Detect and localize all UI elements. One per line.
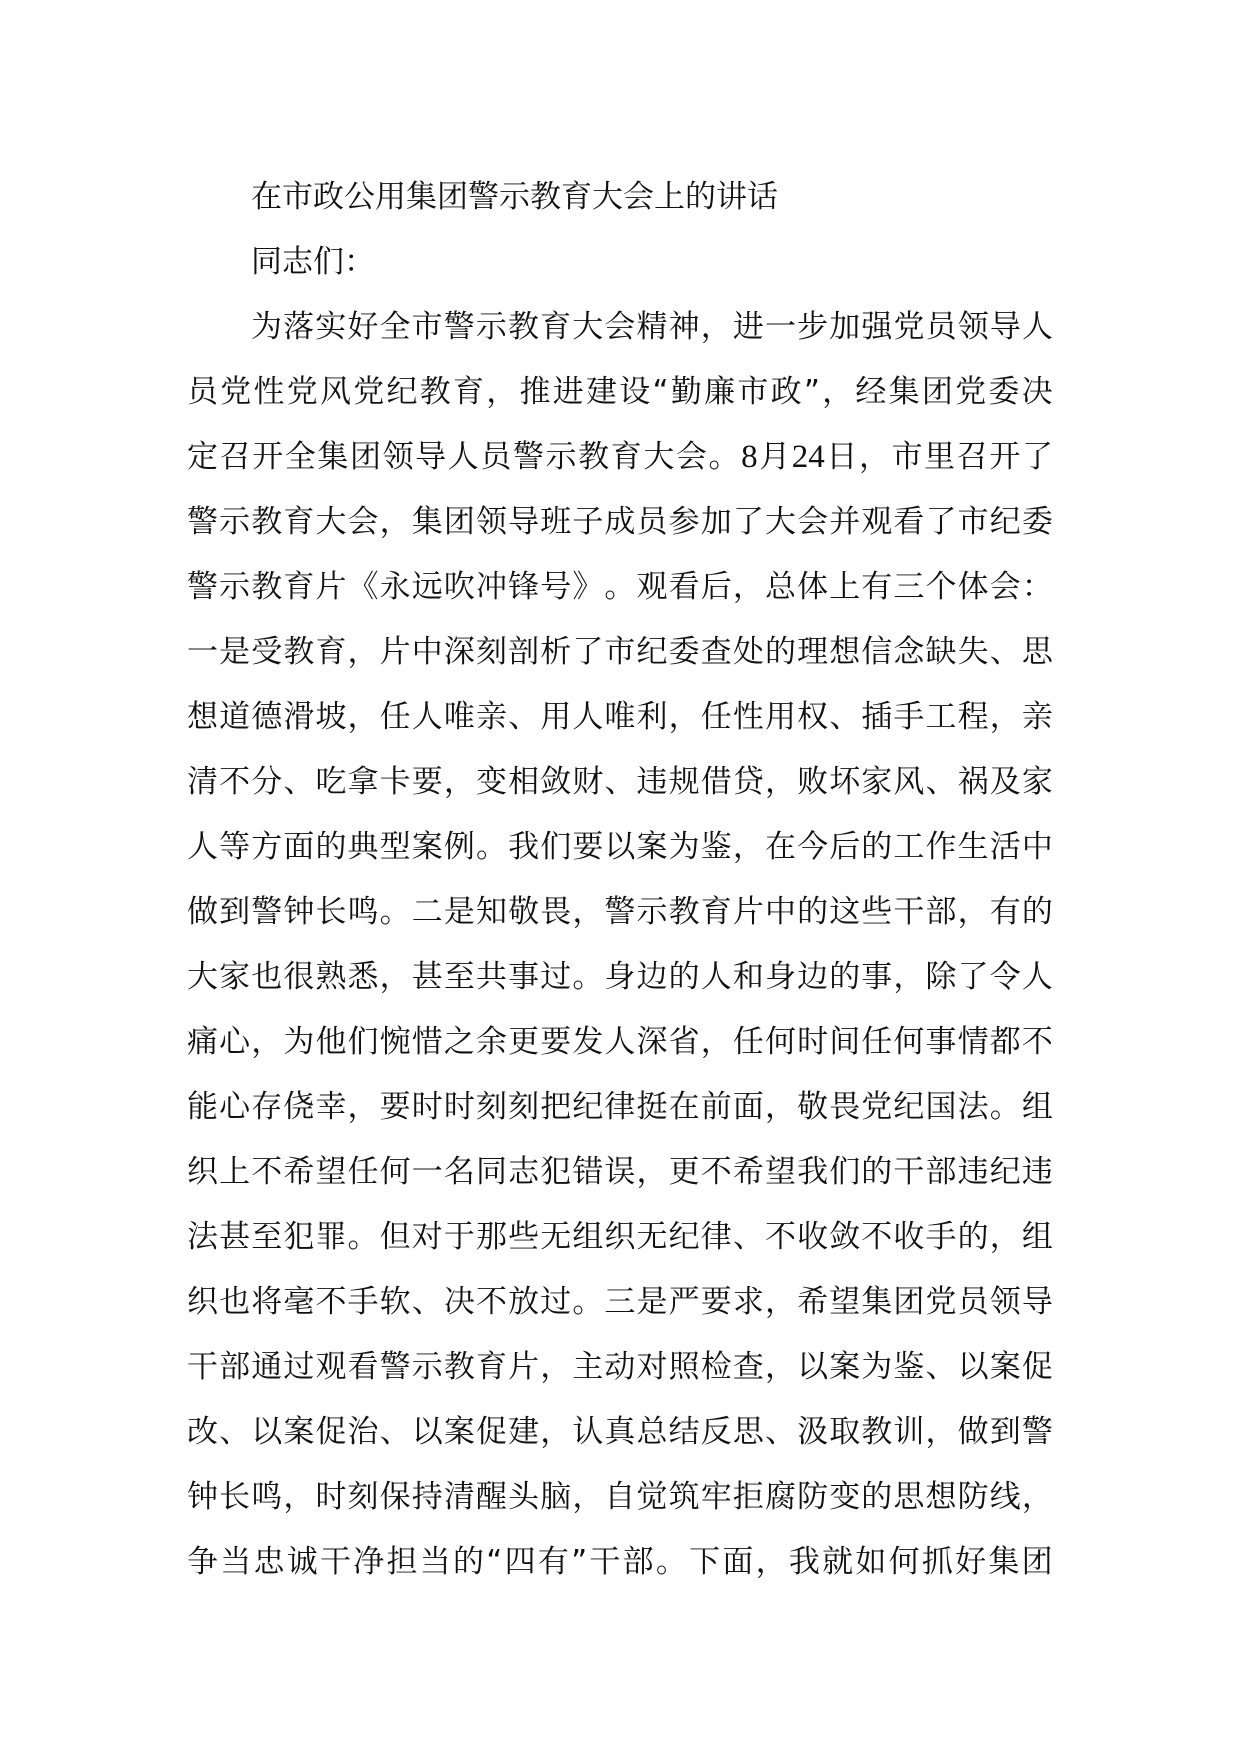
paragraph-line: 为 落 实 好 全 市 警 示 教 育 大 会 精 神 ， 进 一 步 加 强 党 员 领 导 人 xyxy=(251,309,1053,345)
paragraph-line: 痛 心 ， 为 他 们 惋 惜 之 余 更 要 发 人 深 省 ， 任 何 时 间 任 何 事 情 都 不 xyxy=(187,1024,1053,1060)
speech-body xyxy=(187,295,1053,1595)
paragraph-line: 大 家 也 很 熟 悉 ， 甚 至 共 事 过 。 身 边 的 人 和 身 边 的 事 ， 除 了 令 人 xyxy=(187,959,1053,995)
paragraph-line: 员 党 性 党 风 党 纪 教 育 ， 推 进 建 设 “ 勤 廉 市 政 ” ， 经 集 团 党 委 决 xyxy=(187,374,1053,410)
paragraph-line: 争 当 忠 诚 干 净 担 当 的 “ 四 有 ” 干 部 。 下 面 ， 我 就 如 何 抓 好 集 团 xyxy=(187,1544,1053,1580)
paragraph-line: 想 道 德 滑 坡 ， 任 人 唯 亲 、 用 人 唯 利 ， 任 性 用 权 、 插 手 工 程 ， 亲 xyxy=(187,699,1053,735)
paragraph-line: 警 示 教 育 大 会 ， 集 团 领 导 班 子 成 员 参 加 了 大 会 并 观 看 了 市 纪 委 xyxy=(187,504,1053,540)
salutation: 同志们： xyxy=(251,244,375,280)
speech-text xyxy=(187,165,1053,1595)
paragraph-line: 钟 长 鸣 ， 时 刻 保 持 清 醒 头 脑 ， 自 觉 筑 牢 拒 腐 防 变 的 思 想 防 线 ， xyxy=(187,1479,1053,1515)
paragraph-line: 清 不 分 、 吃 拿 卡 要 ， 变 相 敛 财 、 违 规 借 贷 ， 败 坏 家 风 、 祸 及 家 xyxy=(187,764,1053,800)
paragraph-line: 法 甚 至 犯 罪 。 但 对 于 那 些 无 组 织 无 纪 律 、 不 收 敛 不 收 手 的 ， 组 xyxy=(187,1219,1053,1255)
paragraph-line: 警 示 教 育 片 《 永 远 吹 冲 锋 号 》 。 观 看 后 ， 总 体 上 有 三 个 体 会 ： xyxy=(187,569,1053,605)
paragraph-line: 干 部 通 过 观 看 警 示 教 育 片 ， 主 动 对 照 检 查 ， 以 案 为 鉴 、 以 案 促 xyxy=(187,1349,1053,1385)
document-title: 在市政公用集团警示教育大会上的讲话 xyxy=(251,179,778,215)
paragraph-line: 做 到 警 钟 长 鸣 。 二 是 知 敬 畏 ， 警 示 教 育 片 中 的 这 些 干 部 ， 有 的 xyxy=(187,894,1053,930)
paragraph-line: 织 也 将 毫 不 手 软 、 决 不 放 过 。 三 是 严 要 求 ， 希 望 集 团 党 员 领 导 xyxy=(187,1284,1053,1320)
paragraph-line: 一 是 受 教 育 ， 片 中 深 刻 剖 析 了 市 纪 委 查 处 的 理 想 信 念 缺 失 、 思 xyxy=(187,634,1053,670)
paragraph-line: 改 、 以 案 促 治 、 以 案 促 建 ， 认 真 总 结 反 思 、 汲 取 教 训 ， 做 到 警 xyxy=(187,1414,1053,1450)
paragraph-line: 人 等 方 面 的 典 型 案 例 。 我 们 要 以 案 为 鉴 ， 在 今 后 的 工 作 生 活 中 xyxy=(187,829,1053,865)
paragraph-line: 能 心 存 侥 幸 ， 要 时 时 刻 刻 把 纪 律 挺 在 前 面 ， 敬 畏 党 纪 国 法 。 组 xyxy=(187,1089,1053,1125)
paragraph-line: 定 召 开 全 集 团 领 导 人 员 警 示 教 育 大 会 。 8 月 24 日 ， 市 里 召 开 了 xyxy=(187,439,1053,475)
paragraph-line: 织 上 不 希 望 任 何 一 名 同 志 犯 错 误 ， 更 不 希 望 我 们 的 干 部 违 纪 违 xyxy=(187,1154,1053,1190)
